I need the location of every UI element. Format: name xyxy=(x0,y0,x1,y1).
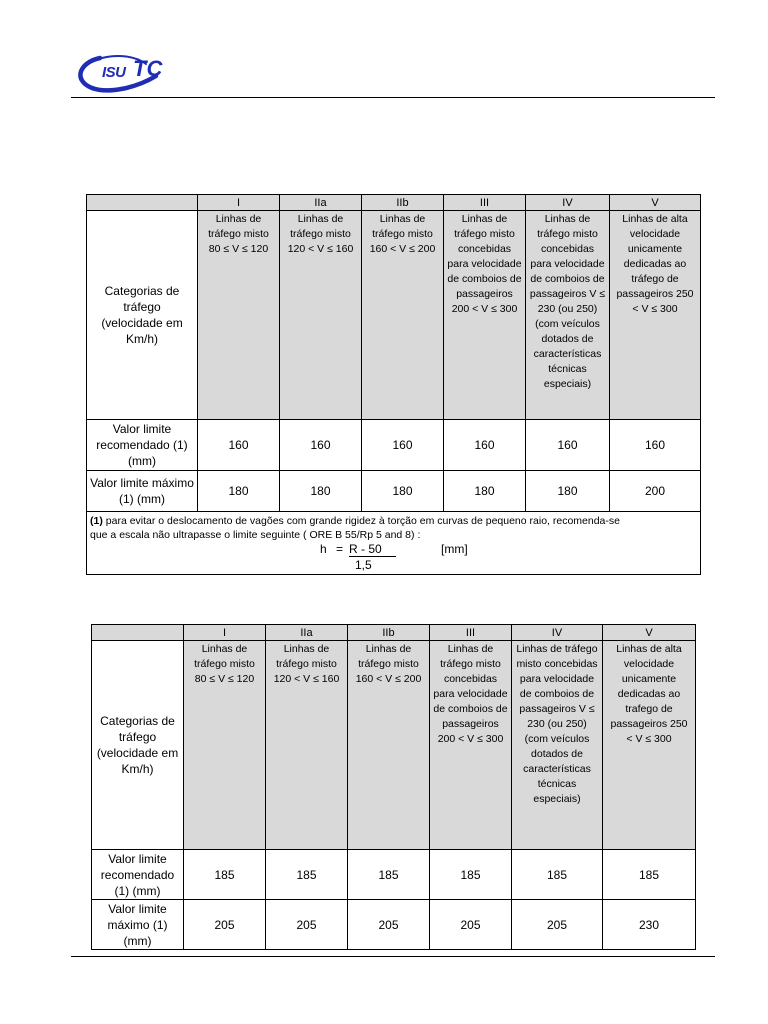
logo-text-tc: TC xyxy=(133,56,163,81)
value-cell: 185 xyxy=(348,850,430,900)
value-cell: 185 xyxy=(266,850,348,900)
table-header-row xyxy=(87,195,701,211)
category-cell: Linhas de tráfego misto concebidas para velocidade de comboios de passageiros V ≤ 230 (ou 250) (com veículos dotados de características técnicas especiais) xyxy=(512,641,603,850)
formula-unit: [mm] xyxy=(441,542,468,556)
col-header: V xyxy=(610,195,701,211)
value-cell: 180 xyxy=(444,471,526,512)
table-row xyxy=(87,471,701,512)
value-cell: 180 xyxy=(198,471,280,512)
value-cell: 205 xyxy=(430,900,512,950)
formula-lhs: h xyxy=(320,542,327,556)
col-header: IIa xyxy=(266,625,348,641)
category-cell: Linhas de tráfego misto 80 ≤ V ≤ 120 xyxy=(184,641,266,850)
categories-label: Categorias de tráfego (velocidade em Km/h) xyxy=(87,211,198,420)
categories-label: Categorias de tráfego (velocidade em Km/h) xyxy=(92,641,184,850)
formula-denominator: 1,5 xyxy=(355,558,372,572)
footnote-marker: (1) xyxy=(90,515,103,527)
value-cell: 180 xyxy=(362,471,444,512)
header-rule xyxy=(71,97,715,98)
category-cell: Linhas de alta velocidade unicamente dedicadas ao tráfego de passageiros 250 < V ≤ 300 xyxy=(610,211,701,420)
col-header: IV xyxy=(512,625,603,641)
formula-equals: = xyxy=(336,542,344,556)
category-cell: Linhas de tráfego misto concebidas para velocidade de comboios de passageiros V ≤ 230 (ou 250) (com veículos dotados de características técnicas especiais) xyxy=(526,211,610,420)
row-label: Valor limite máximo (1) (mm) xyxy=(87,471,198,512)
formula-numerator: R - 50 xyxy=(349,542,396,557)
footer-rule xyxy=(71,956,715,957)
col-header: IIa xyxy=(280,195,362,211)
value-cell: 200 xyxy=(610,471,701,512)
table-row xyxy=(87,420,701,471)
col-header: I xyxy=(184,625,266,641)
value-cell: 205 xyxy=(266,900,348,950)
categories-row xyxy=(92,641,696,850)
category-cell: Linhas de tráfego misto 120 < V ≤ 160 xyxy=(266,641,348,850)
value-cell: 205 xyxy=(512,900,603,950)
header-blank-cell xyxy=(87,195,198,211)
row-label: Valor limite recomendado (1) (mm) xyxy=(87,420,198,471)
value-cell: 160 xyxy=(526,420,610,471)
category-cell: Linhas de tráfego misto concebidas para velocidade de comboios de passageiros 200 < V ≤ 300 xyxy=(444,211,526,420)
col-header: V xyxy=(603,625,696,641)
col-header: IIb xyxy=(348,625,430,641)
value-cell: 205 xyxy=(348,900,430,950)
row-label: Valor limite recomendado (1) (mm) xyxy=(92,850,184,900)
value-cell: 160 xyxy=(444,420,526,471)
value-cell: 185 xyxy=(603,850,696,900)
value-cell: 160 xyxy=(280,420,362,471)
categories-row xyxy=(87,211,701,420)
value-cell: 180 xyxy=(280,471,362,512)
col-header: III xyxy=(444,195,526,211)
category-cell: Linhas de tráfego misto 160 < V ≤ 200 xyxy=(362,211,444,420)
footnote-line-1: para evitar o deslocamento de vagões com grande rigidez à torção em curvas de pequeno raio, recomenda-se xyxy=(105,515,620,527)
value-cell: 185 xyxy=(430,850,512,900)
table-row xyxy=(92,900,696,950)
value-cell: 185 xyxy=(184,850,266,900)
category-cell: Linhas de tráfego misto 80 ≤ V ≤ 120 xyxy=(198,211,280,420)
logo xyxy=(74,50,174,95)
note-row xyxy=(87,512,701,575)
header-blank-cell xyxy=(92,625,184,641)
col-header: III xyxy=(430,625,512,641)
value-cell: 160 xyxy=(610,420,701,471)
logo-text-isu: ISU xyxy=(102,64,126,81)
col-header: IV xyxy=(526,195,610,211)
value-cell: 180 xyxy=(526,471,610,512)
footnote xyxy=(87,512,701,575)
cant-limits-table-2 xyxy=(91,624,696,950)
footnote-line-2: que a escala não ultrapasse o limite seguinte ( ORE B 55/Rp 5 and 8) : xyxy=(90,529,421,541)
category-cell: Linhas de tráfego misto 160 < V ≤ 200 xyxy=(348,641,430,850)
row-label: Valor limite máximo (1) (mm) xyxy=(92,900,184,950)
category-cell: Linhas de tráfego misto concebidas para velocidade de comboios de passageiros 200 < V ≤ 300 xyxy=(430,641,512,850)
category-cell: Linhas de tráfego misto 120 < V ≤ 160 xyxy=(280,211,362,420)
cant-limits-table-1 xyxy=(86,194,701,575)
value-cell: 160 xyxy=(362,420,444,471)
value-cell: 160 xyxy=(198,420,280,471)
table-row xyxy=(92,850,696,900)
value-cell: 205 xyxy=(184,900,266,950)
col-header: I xyxy=(198,195,280,211)
col-header: IIb xyxy=(362,195,444,211)
category-cell: Linhas de alta velocidade unicamente dedicadas ao trafego de passageiros 250 < V ≤ 300 xyxy=(603,641,696,850)
value-cell: 230 xyxy=(603,900,696,950)
value-cell: 185 xyxy=(512,850,603,900)
table-header-row xyxy=(92,625,696,641)
